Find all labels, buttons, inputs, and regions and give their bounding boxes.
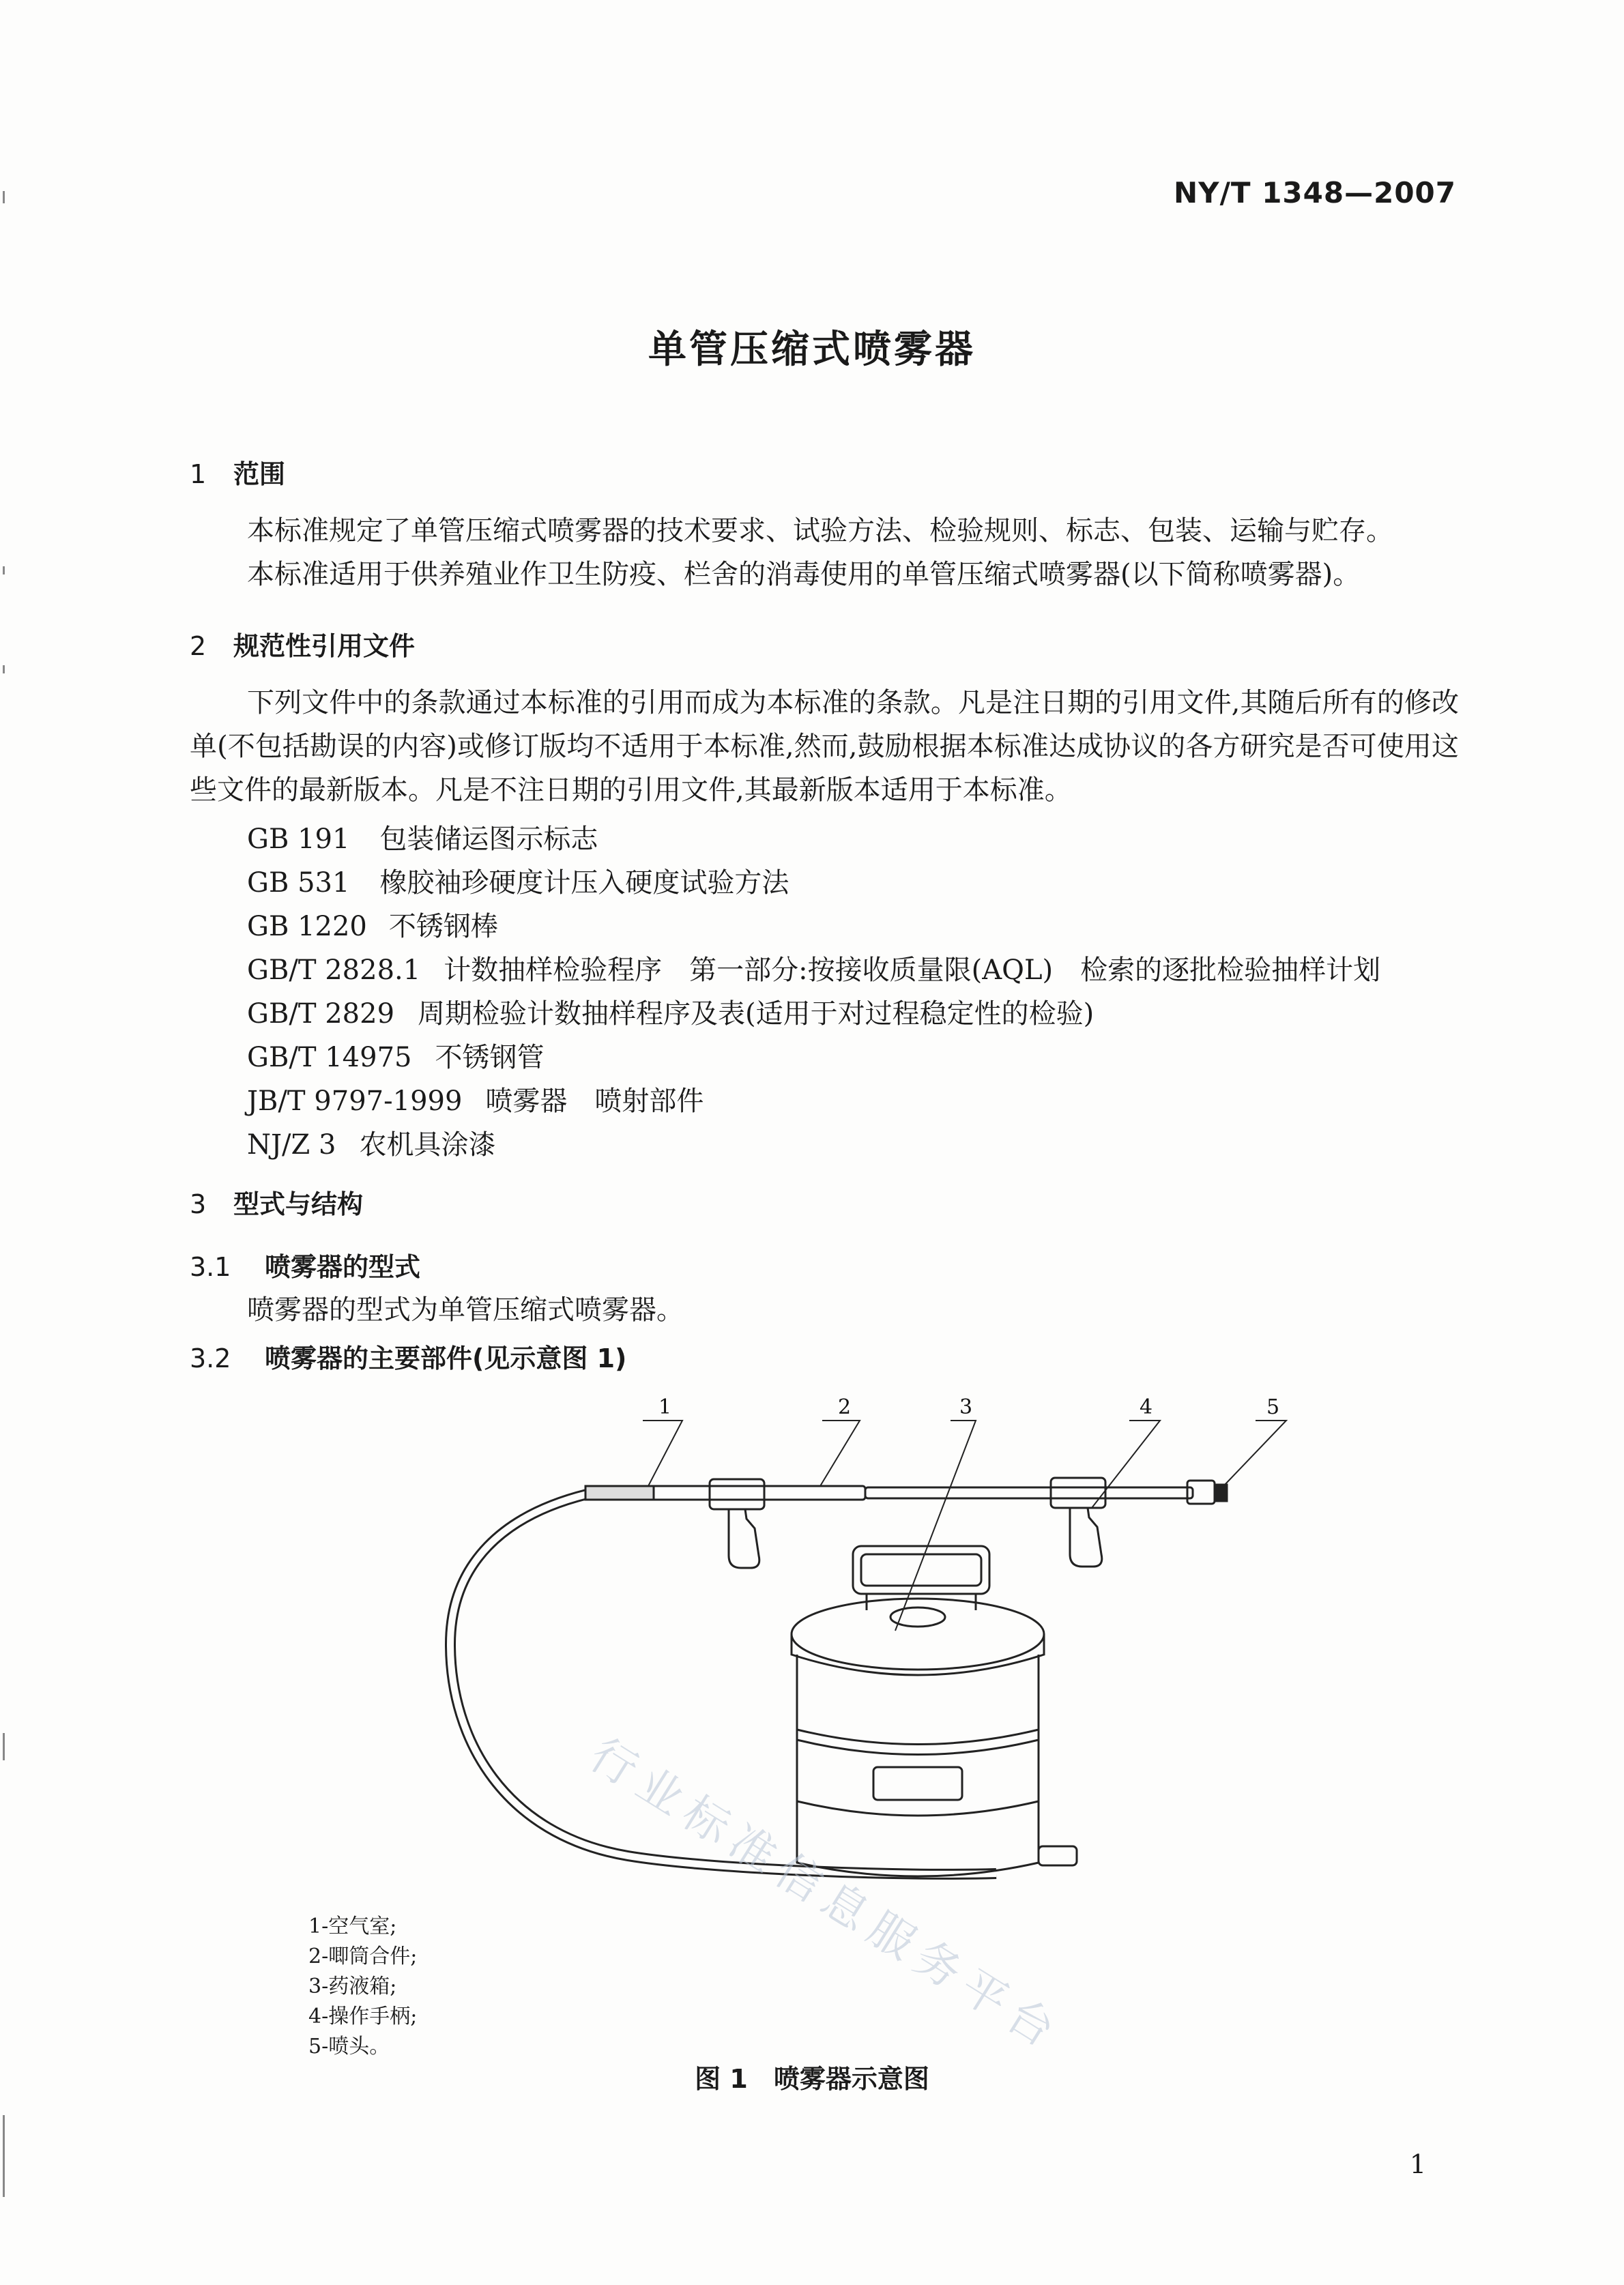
reference-item: [247, 1036, 544, 1075]
tank-cap: [890, 1607, 945, 1627]
page-number: 1: [1409, 2149, 1426, 2179]
callout-3: 3: [959, 1395, 973, 1419]
pump-clamp: [710, 1479, 764, 1509]
reference-name: 不锈钢棒: [388, 911, 498, 942]
standard-number: NY/T 1348—2007: [1174, 176, 1456, 209]
reference-code: GB/T 14975: [247, 1042, 412, 1073]
section-2-heading: [190, 625, 415, 663]
legend-item: 3-药液箱;: [308, 1975, 397, 1998]
section-1-heading: [190, 453, 285, 491]
reference-item: [247, 861, 789, 900]
subsection-title: 喷雾器的主要部件(见示意图 1): [265, 1343, 627, 1373]
leader-line-5: [1225, 1421, 1286, 1485]
legend-item: 2-唧筒合件;: [308, 1945, 418, 1968]
reference-code: JB/T 9797-1999: [247, 1086, 463, 1117]
legend-item: 4-操作手柄;: [308, 2005, 418, 2028]
scan-margin-mark: [3, 1733, 5, 1760]
references-intro-text: 下列文件中的条款通过本标准的引用而成为本标准的条款。凡是注日期的引用文件,其随后所有的修改单(不包括勘误的内容)或修订版均不适用于本标准,然而,鼓励根据本标准达成协议的各方研究是否可使用这些文件的最新版本。凡是不注日期的引用文件,其最新版本适用于本标准。: [190, 687, 1459, 806]
air-chamber-section: [585, 1486, 654, 1500]
subsection-title: 喷雾器的型式: [265, 1252, 421, 1282]
tank-band-1: [797, 1730, 1039, 1745]
reference-item: [247, 905, 498, 944]
document-title: 单管压缩式喷雾器: [648, 328, 976, 372]
reference-code: NJ/Z 3: [247, 1129, 336, 1161]
operating-handle-clamp: [1051, 1478, 1105, 1508]
section-title: 范围: [233, 459, 286, 489]
reference-name: 喷雾器 喷射部件: [485, 1086, 704, 1117]
hose-outlet: [1039, 1846, 1077, 1865]
reference-item: [247, 1123, 495, 1162]
section-3-heading: [190, 1183, 363, 1221]
reference-code: GB/T 2829: [247, 998, 395, 1030]
reference-name: 农机具涂漆: [359, 1129, 496, 1161]
section-number: 3: [190, 1189, 207, 1219]
reference-item: [247, 948, 1380, 987]
operating-handle-grip: [1070, 1508, 1102, 1567]
reference-code: GB 1220: [247, 911, 367, 942]
reference-item: [247, 992, 1094, 1031]
section-number: 1: [190, 459, 207, 489]
reference-item: [247, 1079, 704, 1118]
reference-code: GB/T 2828.1: [247, 955, 421, 986]
scope-paragraph-1: 本标准规定了单管压缩式喷雾器的技术要求、试验方法、检验规则、标志、包装、运输与贮存。: [247, 515, 1393, 547]
watermark: 行业标准信息服务平台: [581, 1728, 1072, 2062]
lance-tube-front: [865, 1487, 1193, 1498]
subsection-3-1-text: 喷雾器的型式为单管压缩式喷雾器。: [247, 1294, 684, 1326]
reference-item: [247, 817, 598, 856]
reference-name: 计数抽样检验程序 第一部分:按接收质量限(AQL) 检索的逐批检验抽样计划: [444, 955, 1381, 986]
reference-name: 包装储运图示标志: [379, 824, 598, 855]
subsection-number: 3.1: [190, 1252, 231, 1282]
tank-band-2: [797, 1740, 1039, 1755]
scan-margin-mark: [3, 566, 5, 574]
leader-line-4: [1092, 1421, 1160, 1508]
tank-lid: [792, 1599, 1044, 1670]
figure-caption: 图 1 喷雾器示意图: [695, 2064, 929, 2094]
section-title: 规范性引用文件: [233, 631, 416, 661]
tank-body: [797, 1655, 1039, 1876]
reference-code: GB 531: [247, 867, 350, 899]
sprayer-diagram: [423, 1385, 1310, 1904]
reference-name: 橡胶袖珍硬度计压入硬度试验方法: [379, 867, 789, 899]
reference-name: 不锈钢管: [435, 1042, 545, 1073]
scan-margin-mark: [3, 665, 5, 673]
subsection-3-2-heading: [190, 1337, 626, 1375]
tank-carry-handle-inner: [861, 1554, 981, 1586]
section-number: 2: [190, 631, 207, 661]
nozzle-tip: [1215, 1485, 1227, 1501]
scan-margin-mark: [3, 191, 5, 203]
legend-item: 5-喷头。: [308, 2035, 390, 2058]
tank-band-3: [797, 1801, 1039, 1816]
callout-4: 4: [1140, 1395, 1153, 1419]
tank-label-plate: [873, 1767, 962, 1800]
reference-name: 周期检验计数抽样程序及表(适用于对过程稳定性的检验): [418, 998, 1094, 1030]
subsection-number: 3.2: [190, 1343, 231, 1373]
callout-5: 5: [1266, 1395, 1280, 1419]
callout-1: 1: [658, 1395, 672, 1419]
references-intro: [190, 681, 1459, 812]
nozzle-body: [1187, 1481, 1215, 1504]
leader-line-1: [643, 1421, 682, 1486]
scan-margin-mark: [3, 2115, 5, 2197]
leader-line-2: [820, 1421, 860, 1486]
section-title: 型式与结构: [233, 1189, 364, 1219]
callout-2: 2: [838, 1395, 852, 1419]
scope-paragraph-2: 本标准适用于供养殖业作卫生防疫、栏舍的消毒使用的单管压缩式喷雾器(以下简称喷雾器)。: [247, 559, 1361, 590]
legend-item: 1-空气室;: [308, 1915, 397, 1938]
pump-grip: [729, 1509, 759, 1568]
subsection-3-1-heading: [190, 1246, 420, 1283]
reference-code: GB 191: [247, 824, 350, 855]
figure-legend: [308, 1912, 417, 2062]
